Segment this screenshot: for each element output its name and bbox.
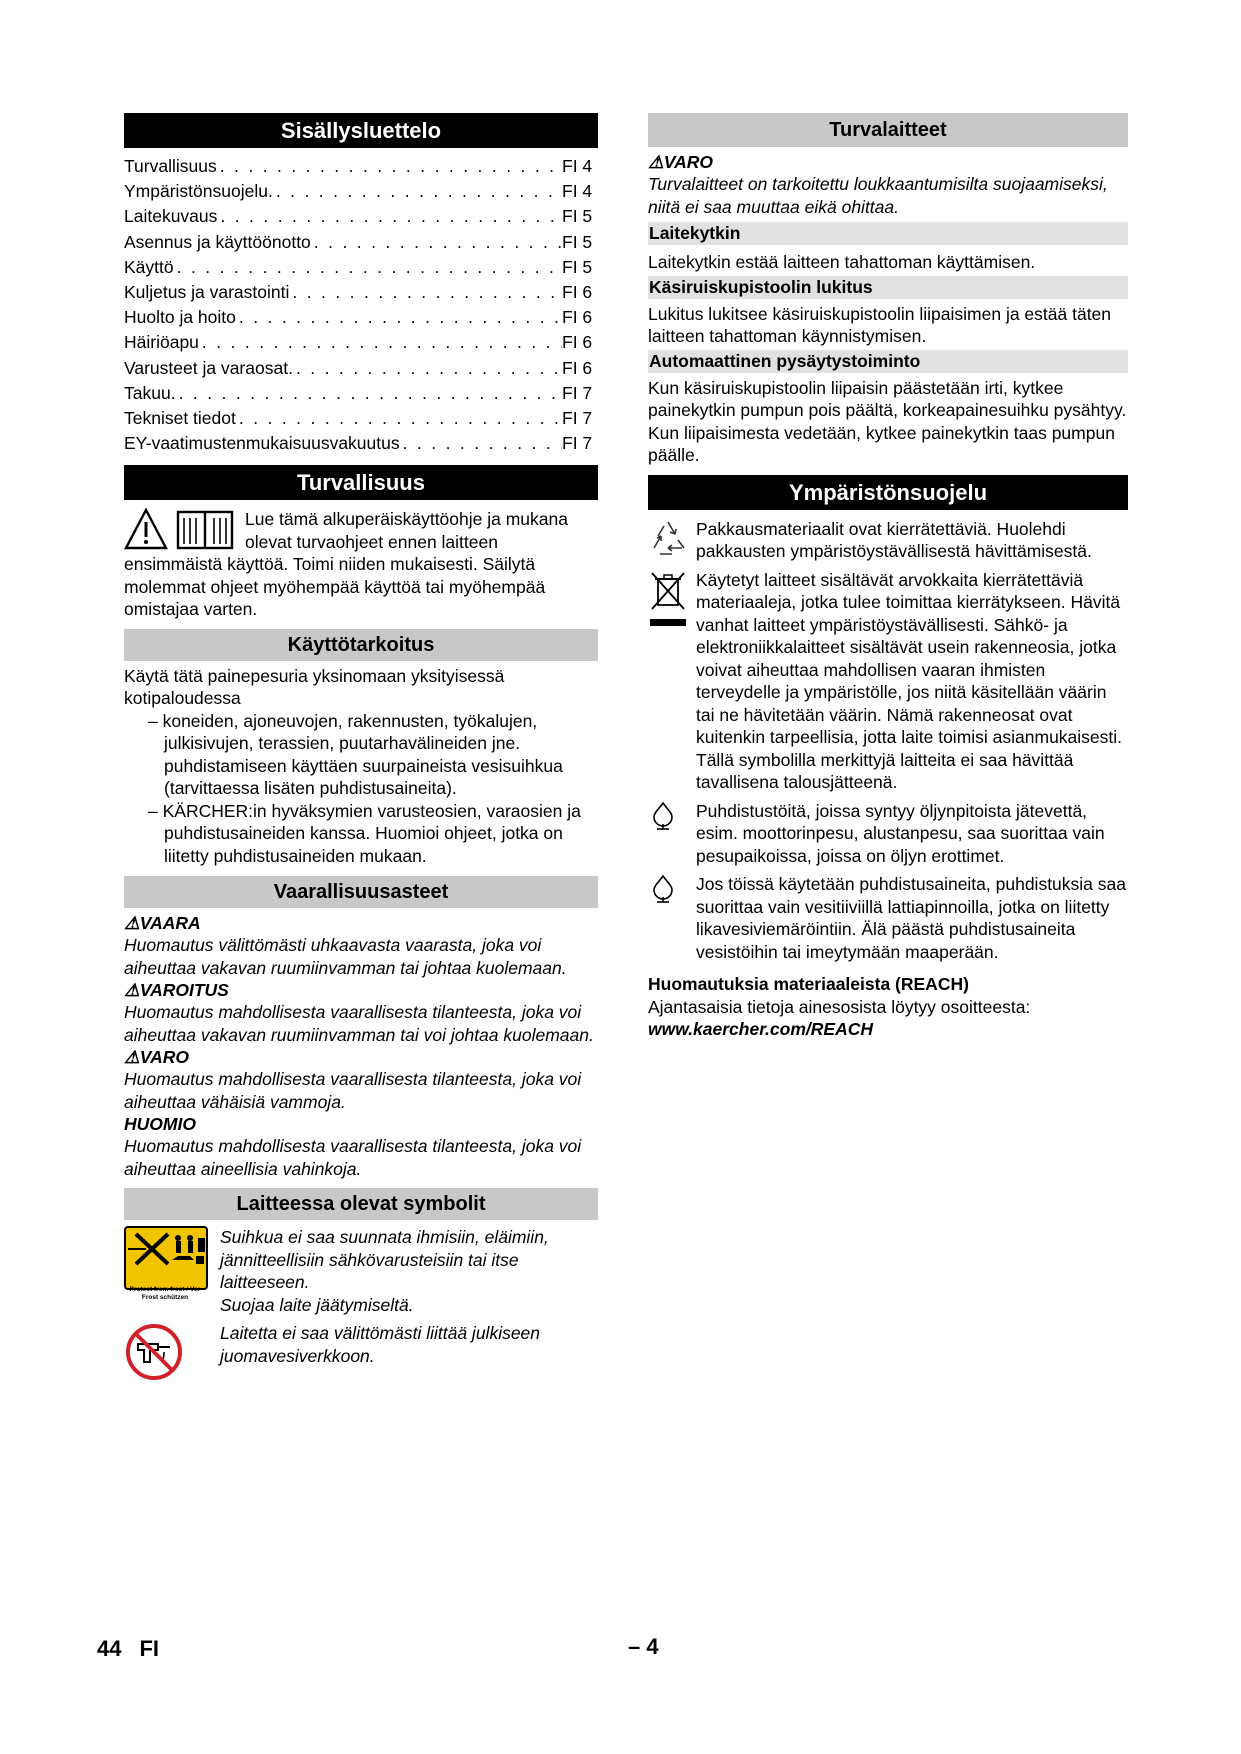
no-drinking-water-icon xyxy=(124,1322,184,1382)
right-column xyxy=(648,113,1128,1041)
warning-triangle-icon: ⚠ xyxy=(648,152,664,172)
env-text: Puhdistustöitä, joissa syntyy öljynpitoista jätevettä, esim. moottorinpesu, alustanpesu, saa suorittaa vain pesupaikoissa, joissa on öljyn erottimet. xyxy=(696,800,1105,866)
reach-text: Ajantasaisia tietoja ainesosista löytyy osoitteesta: xyxy=(648,996,1031,1017)
hazard-heading: Vaarallisuusasteet xyxy=(124,876,598,908)
toc-label: Turvallisuus xyxy=(124,156,217,176)
footer-center: – 4 xyxy=(628,1634,659,1659)
env-row xyxy=(648,800,1128,868)
table-of-contents xyxy=(124,154,598,456)
devices-warning-text: Turvalaitteet on tarkoitettu loukkaantumisilta suojaamiseksi, niitä ei saa muuttaa eikä ohittaa. xyxy=(648,174,1108,217)
toc-row[interactable] xyxy=(124,179,598,204)
hazard-text: Huomautus välittömästi uhkaavasta vaarasta, joka voi aiheuttaa vakavan ruumiinvamman tai johtaa kuolemaan. xyxy=(124,935,567,978)
hazard-label: HUOMIO xyxy=(124,1114,196,1135)
warning-triangle-icon: ⚠ xyxy=(124,913,140,934)
devices-heading: Turvalaitteet xyxy=(648,113,1128,147)
symbol-row xyxy=(124,1226,598,1316)
purpose-item: – KÄRCHER:in hyväksymien varusteosien, varaosien ja puhdistusaineiden kanssa. Huomioi ohjeet, jotka on liitetty puhdistusaineiden mukaan. xyxy=(148,800,581,866)
toc-label: Häiriöapu xyxy=(124,332,199,353)
toc-label: Varusteet ja varaosat. xyxy=(124,357,293,378)
warning-triangle-icon: ⚠ xyxy=(124,980,140,1001)
symbol-icon-box xyxy=(124,1226,220,1295)
toc-page: FI 4 xyxy=(562,156,593,176)
toc-row[interactable] xyxy=(124,230,598,255)
water-tap-drop-icon xyxy=(648,800,678,830)
symbols-heading: Laitteessa olevat symbolit xyxy=(124,1188,598,1220)
sub-text: Laitekytkin estää laitteen tahattoman käyttämisen. xyxy=(648,252,1036,272)
env-icon-box xyxy=(648,873,696,908)
no-spray-frost-icon xyxy=(124,1226,208,1290)
toc-label: Kuljetus ja varastointi xyxy=(124,281,290,302)
safety-heading: Turvallisuus xyxy=(124,465,598,500)
reach-link[interactable]: www.kaercher.com/REACH xyxy=(648,1019,873,1039)
toc-page: FI 4 xyxy=(562,181,593,202)
toc-row[interactable] xyxy=(124,305,598,330)
page-number: 44 xyxy=(97,1636,122,1661)
toc-label: Huolto ja hoito xyxy=(124,307,236,328)
water-tap-drop-icon xyxy=(648,873,678,903)
crossed-bin-icon xyxy=(648,569,688,633)
sub-heading-autostop: Automaattinen pysäytystoiminto xyxy=(648,350,1128,373)
purpose-intro: Käytä tätä painepesuria yksinomaan yksityisessä kotipaloudessa xyxy=(124,665,505,709)
env-row xyxy=(648,873,1128,963)
symbol-texts xyxy=(220,1322,598,1367)
toc-label: Käyttö xyxy=(124,256,174,277)
hazard-text: Huomautus mahdollisesta vaarallisesta tilanteesta, joka voi aiheuttaa vakavan ruumiinvamman tai voi johtaa kuolemaan. xyxy=(124,1002,594,1045)
devices-warning-label: ⚠VARO xyxy=(648,152,713,172)
footer-page xyxy=(97,1636,177,1662)
language-code: FI xyxy=(139,1636,160,1661)
hazard-label: ⚠VAROITUS xyxy=(124,980,229,1001)
environment-heading: Ympäristönsuojelu xyxy=(648,475,1128,510)
symbol-texts xyxy=(220,1226,598,1316)
toc-page: FI 5 xyxy=(562,231,593,252)
sub-text: Kun käsiruiskupistoolin liipaisin päästetään irti, kytkee painekytkin pumpun pois päältä, korkeapainesuihku pysähtyy. Kun liipaisimesta vedetään, kytkee painekytkin taas pumpun päälle. xyxy=(648,377,1127,465)
env-row xyxy=(648,569,1128,794)
sub-heading-switch: Laitekytkin xyxy=(648,222,1128,245)
toc-row[interactable] xyxy=(124,431,598,456)
toc-row[interactable] xyxy=(124,204,598,229)
toc-page: FI 5 xyxy=(562,206,593,227)
toc-row[interactable] xyxy=(124,280,598,305)
env-text: Pakkausmateriaalit ovat kierrätettäviä. Huolehdi pakkausten ympäristöystävällisestä hävittämisestä. xyxy=(696,518,1092,561)
toc-row[interactable] xyxy=(124,381,598,406)
sub-heading-lock: Käsiruiskupistoolin lukitus xyxy=(648,276,1128,299)
toc-label: EY-vaatimustenmukaisuusvakuutus xyxy=(124,433,400,454)
safety-intro-block xyxy=(124,508,598,621)
env-icon-box xyxy=(648,800,696,835)
env-icon-box xyxy=(648,518,696,563)
toc-heading: Sisällysluettelo xyxy=(124,113,598,148)
env-text: Käytetyt laitteet sisältävät arvokkaita kierrätettäviä materiaaleja, jotka tulee toimittaa kierrätykseen. Hävitä vanhat laitteet ympäristöystävällisesti. Sähkö- ja elektroniikkalaitteet sisältävät usein rakenneosia, jotka voivat aiheuttaa mahdollisen vaaran ihmisten terveydelle ja ympäristölle, jos niitä käsitellään väärin tai ne hävitetään väärin. Nämä rakenneosat ovat kuitenkin tarpeellisia, jotta laite toimisi asianmukaisesti. Tällä symbolilla merkittyjä laitteita ei saa hävittää tavallisena talousjätteenä. xyxy=(696,569,1123,792)
reach-heading: Huomautuksia materiaaleista (REACH) xyxy=(648,974,969,994)
hazard-label: ⚠VAARA xyxy=(124,913,201,934)
safety-icons xyxy=(124,508,241,552)
safety-intro: Lue tämä alkuperäiskäyttöohje ja mukana olevat turvaohjeet ennen laitteen ensimmäistä käyttöä. Toimi niiden mukaisesti. Säilytä molemmat ohjeet myöhempää käyttöä tai myöhempää omistajaa varten. xyxy=(124,509,568,620)
symbol-text: Laitetta ei saa välittömästi liittää julkiseen juomavesiverkkoon. xyxy=(220,1323,541,1366)
hazard-text: Huomautus mahdollisesta vaarallisesta tilanteesta, joka voi aiheuttaa aineellisia vahinkoja. xyxy=(124,1136,582,1179)
env-text: Jos töissä käytetään puhdistusaineita, puhdistuksia saa suorittaa vain vesitiiviillä lattiapinnoilla, jotka on liitetty likavesiviemäröintiin. Älä päästä puhdistusaineita vesistöihin tai imeytymään maaperään. xyxy=(696,874,1126,962)
toc-page: FI 6 xyxy=(562,281,593,302)
toc-row[interactable] xyxy=(124,255,598,280)
env-row xyxy=(648,518,1128,563)
purpose-item: – koneiden, ajoneuvojen, rakennusten, työkalujen, julkisivujen, terassien, puutarhavälineiden jne. puhdistamiseen käyttäen suurpaineista vesisuihkua (tarvittaessa lisäten puhdistusaineita). xyxy=(148,710,563,799)
toc-label: Takuu. xyxy=(124,382,176,403)
toc-row[interactable] xyxy=(124,406,598,431)
hazard-label: ⚠VARO xyxy=(124,1047,189,1068)
toc-label: Laitekuvaus xyxy=(124,206,218,227)
toc-page: FI 7 xyxy=(562,382,593,403)
toc-page: FI 6 xyxy=(562,357,593,378)
toc-row[interactable] xyxy=(124,154,598,179)
toc-page: FI 6 xyxy=(562,307,593,328)
toc-label: Tekniset tiedot xyxy=(124,407,236,428)
env-icon-box xyxy=(648,569,696,638)
toc-page: FI 7 xyxy=(562,433,593,454)
symbol-row xyxy=(124,1322,598,1387)
purpose-heading: Käyttötarkoitus xyxy=(124,629,598,661)
warning-triangle-icon: ⚠ xyxy=(124,1047,140,1068)
sub-text: Lukitus lukitsee käsiruiskupistoolin liipaisimen ja estää täten laitteen tahattoman käynnistymisen. xyxy=(648,303,1112,346)
symbol-text: Suojaa laite jäätymiseltä. xyxy=(220,1294,414,1315)
toc-page: FI 7 xyxy=(562,407,593,428)
warning-manual-icon xyxy=(124,508,241,552)
toc-label: Ympäristönsuojelu. xyxy=(124,181,273,202)
hazard-text: Huomautus mahdollisesta vaarallisesta tilanteesta, joka voi aiheuttaa vähäisiä vammoja. xyxy=(124,1069,582,1112)
frost-caption: Protect from frost / Vor Frost schützen xyxy=(129,1286,201,1301)
symbol-icon-box xyxy=(124,1322,220,1387)
left-column xyxy=(124,113,598,1387)
symbol-text: Suihkua ei saa suunnata ihmisiin, eläimiin, jännitteellisiin sähkövarusteisiin tai itse laitteeseen. xyxy=(220,1227,549,1293)
recycle-icon xyxy=(648,518,688,558)
toc-row[interactable] xyxy=(124,356,598,381)
toc-page: FI 5 xyxy=(562,256,593,277)
toc-label: Asennus ja käyttöönotto xyxy=(124,231,311,252)
toc-row[interactable] xyxy=(124,330,598,355)
toc-page: FI 6 xyxy=(562,332,593,353)
